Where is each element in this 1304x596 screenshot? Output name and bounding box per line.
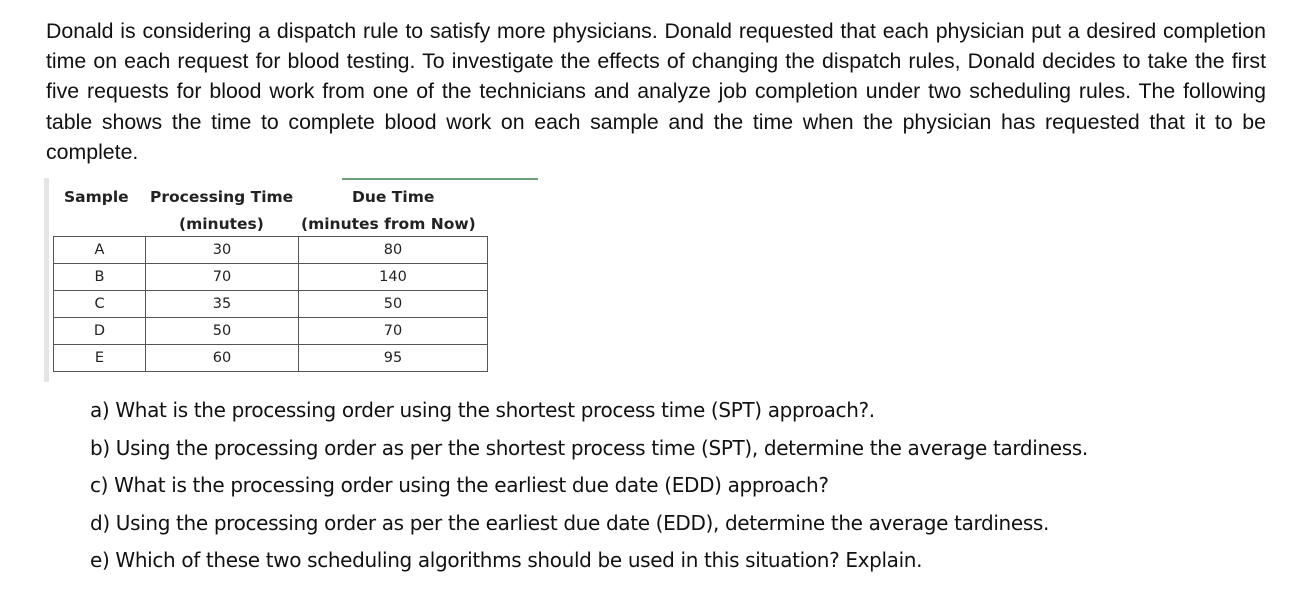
spreadsheet-row-gutter <box>44 178 49 382</box>
data-table-region <box>44 178 496 382</box>
header-sample: Sample <box>64 188 129 206</box>
table-row <box>54 264 488 291</box>
cell-processing: 30 <box>146 237 299 264</box>
cell-processing: 60 <box>146 345 299 372</box>
table-row <box>54 237 488 264</box>
cell-due: 140 <box>299 264 488 291</box>
cell-processing: 35 <box>146 291 299 318</box>
question-e: e) Which of these two scheduling algorithms should be used in this situation? Explain. <box>90 548 923 572</box>
question-c: c) What is the processing order using the earliest due date (EDD) approach? <box>90 473 829 497</box>
cell-due: 50 <box>299 291 488 318</box>
sample-table <box>53 236 488 372</box>
cell-due: 95 <box>299 345 488 372</box>
question-list <box>90 392 1290 580</box>
problem-statement: Donald is considering a dispatch rule to satisfy more physicians. Donald requested that each physician put a desired completion time on each request for blood testing. To investigate the effects of changing the dispatch rules, Donald decides to take the first five requests for blood work from one of the technicians and analyze job completion under two scheduling rules. The following table shows the time to complete blood work on each sample and the time when the physician has requested that it to be complete. <box>46 19 1266 164</box>
cell-sample: A <box>54 237 146 264</box>
cell-processing: 70 <box>146 264 299 291</box>
cell-sample: B <box>54 264 146 291</box>
table-row <box>54 345 488 372</box>
header-due-unit: (minutes from Now) <box>301 215 476 233</box>
question-d: d) Using the processing order as per the earliest due date (EDD), determine the average tardiness. <box>90 510 1049 535</box>
question-b: b) Using the processing order as per the shortest process time (SPT), determine the average tardiness. <box>90 435 1088 460</box>
cell-sample: D <box>54 318 146 345</box>
table-row <box>54 291 488 318</box>
cell-due: 70 <box>299 318 488 345</box>
cell-processing: 50 <box>146 318 299 345</box>
cell-due: 80 <box>299 237 488 264</box>
column-highlight-line <box>342 178 538 180</box>
cell-sample: C <box>54 291 146 318</box>
table-row <box>54 318 488 345</box>
header-due-time: Due Time <box>352 188 435 206</box>
header-processing-time: Processing Time <box>150 188 294 206</box>
cell-sample: E <box>54 345 146 372</box>
question-a: a) What is the processing order using the shortest process time (SPT) approach?. <box>90 398 875 422</box>
header-processing-unit: (minutes) <box>179 215 264 233</box>
